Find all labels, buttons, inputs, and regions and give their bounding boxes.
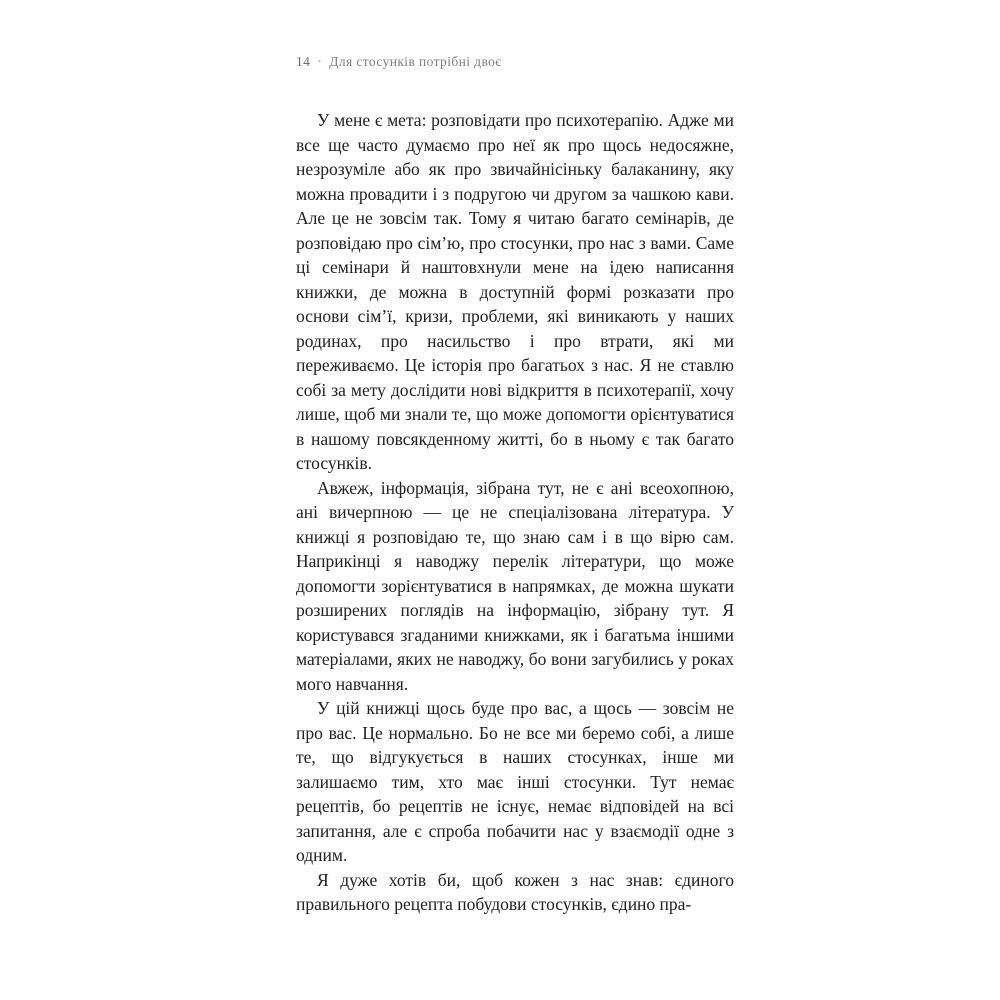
- paragraph: У цій книжці щось буде про вас, а щось — зовсім не про вас. Це нормально. Бо не все ми беремо собі, а лише те, що відгукується в наших стосунках, інше ми залишаємо тим, хто має інші стосунки. Тут немає рецептів, бо рецептів не існує, немає відповідей на всі запитання, але є спроба побачити нас у взаємодії одне з одним.: [296, 698, 734, 865]
- paragraph: У мене є мета: розповідати про психотерапію. Адже ми все ще часто думаємо про неї як про щось недосяжне, незрозуміле або як про звичайнісіньку балаканину, яку можна провадити і з подругою чи другом за чашкою кави. Але це не зовсім так. Тому я читаю багато семінарів, де розповідаю про сім’ю, про стосунки, про нас з вами. Саме ці семінари й наштовхнули мене на ідею написання книжки, де можна в доступній формі розказати про основи сім’ї, кризи, проблеми, які виникають у наших родинах, про насильство і про втрати, які ми переживаємо. Це історія про багатьох з нас. Я не ставлю собі за мету дослідити нові відкриття в психотерапії, хочу лише, щоб ми знали те, що може допомогти орієнтуватися в нашому повсякденному житті, бо в ньому є так багато стосунків.: [296, 110, 734, 473]
- running-header: [296, 54, 734, 70]
- header-separator: ·: [317, 54, 323, 69]
- paragraph: Я дуже хотів би, щоб кожен з нас знав: єдиного правильного рецепта побудови стосунків, єдино пра-: [296, 869, 734, 914]
- body-text: [296, 108, 734, 917]
- page-number: 14: [296, 54, 311, 69]
- paragraph: Авжеж, інформація, зібрана тут, не є ані всеохопною, ані вичерпною — це не спеціалізована література. У книжці я розповідаю те, що знаю сам і в що вірю сам. Наприкінці я наводжу перелік літератури, що може допомогти зорієнтуватися в напрямках, де можна шукати розширених поглядів на інформацію, зібрану тут. Я користувався згаданими книжками, як і багатьма іншими матеріалами, яких не наводжу, бо вони загубились у роках мого навчання.: [296, 477, 734, 694]
- chapter-title: Для стосунків потрібні двоє: [329, 54, 502, 69]
- text-block: [296, 54, 734, 917]
